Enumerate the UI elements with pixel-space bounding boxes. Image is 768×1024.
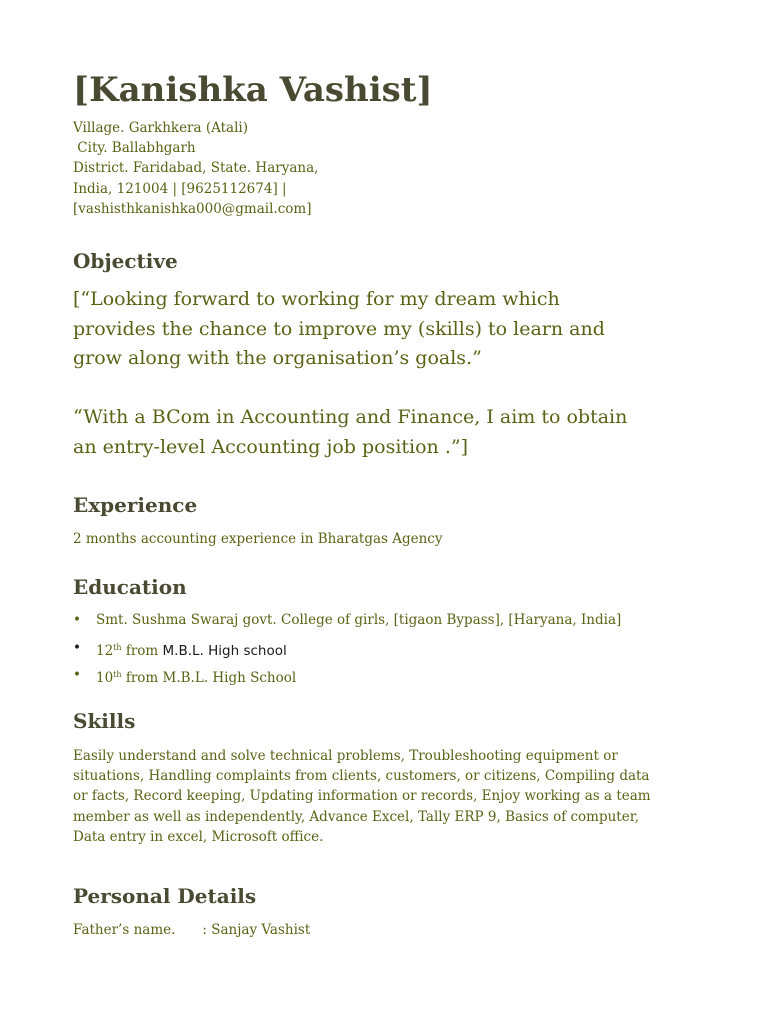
objective-line: “With a BCom in Accounting and Finance, I aim to obtain (73, 406, 628, 428)
father-name-row (73, 922, 310, 938)
candidate-name: [Kanishka Vashist] (73, 70, 433, 110)
skills-line: member as well as independently, Advance Excel, Tally ERP 9, Basics of computer, (73, 808, 639, 825)
father-name-label: Father’s name. (73, 922, 176, 938)
objective-line: provides the chance to improve my (skills) to learn and (73, 317, 605, 340)
skills-line: situations, Handling complaints from clients, customers, or citizens, Compiling data (73, 768, 650, 785)
email-line: [vashisthkanishka000@gmail.com] (73, 200, 312, 217)
contact-block (73, 118, 318, 219)
father-name-value: : Sanjay Vashist (202, 922, 311, 938)
objective-line: an entry-level Accounting job position .”] (73, 435, 468, 458)
grade-suffix: th (113, 670, 122, 679)
objective-heading: Objective (73, 249, 178, 273)
education-item-12th (73, 639, 621, 667)
education-list (73, 611, 621, 694)
address-line: City. Ballabhgarh (73, 140, 196, 157)
experience-text: 2 months accounting experience in Bharatgas Agency (73, 531, 443, 547)
objective-paragraph (73, 285, 627, 374)
address-line: Village. Garkhkera (Atali) (73, 120, 249, 136)
experience-heading: Experience (73, 493, 198, 517)
grade-number: 12 (96, 642, 114, 659)
address-line: India, 121004 | [9625112674] | (73, 180, 287, 197)
skills-line: Easily understand and solve technical problems, Troubleshooting equipment or (73, 748, 618, 764)
skills-line: or facts, Record keeping, Updating information or records, Enjoy working as a team (73, 788, 651, 805)
grade-suffix: th (113, 642, 122, 652)
education-heading: Education (73, 575, 187, 599)
skills-line: Data entry in excel, Microsoft office. (73, 828, 324, 845)
personal-details-heading: Personal Details (73, 884, 257, 908)
objective-text (73, 285, 627, 462)
skills-heading: Skills (73, 709, 136, 733)
objective-paragraph (73, 403, 627, 462)
grade-number: 10 (96, 670, 114, 686)
education-item-college (73, 611, 621, 639)
school-name: M.B.L. High school (162, 642, 287, 659)
objective-line: [“Looking forward to working for my dream which (73, 288, 560, 310)
education-from: from M.B.L. High School (121, 670, 297, 686)
skills-text (73, 746, 693, 847)
education-item-text: Smt. Sushma Swaraj govt. College of girls, [tigaon Bypass], [Haryana, India] (96, 612, 622, 628)
objective-line: grow along with the organisation’s goals.” (73, 347, 482, 369)
education-item-10th (73, 666, 621, 694)
education-from: from (121, 642, 163, 659)
address-line: District. Faridabad, State. Haryana, (73, 160, 319, 177)
